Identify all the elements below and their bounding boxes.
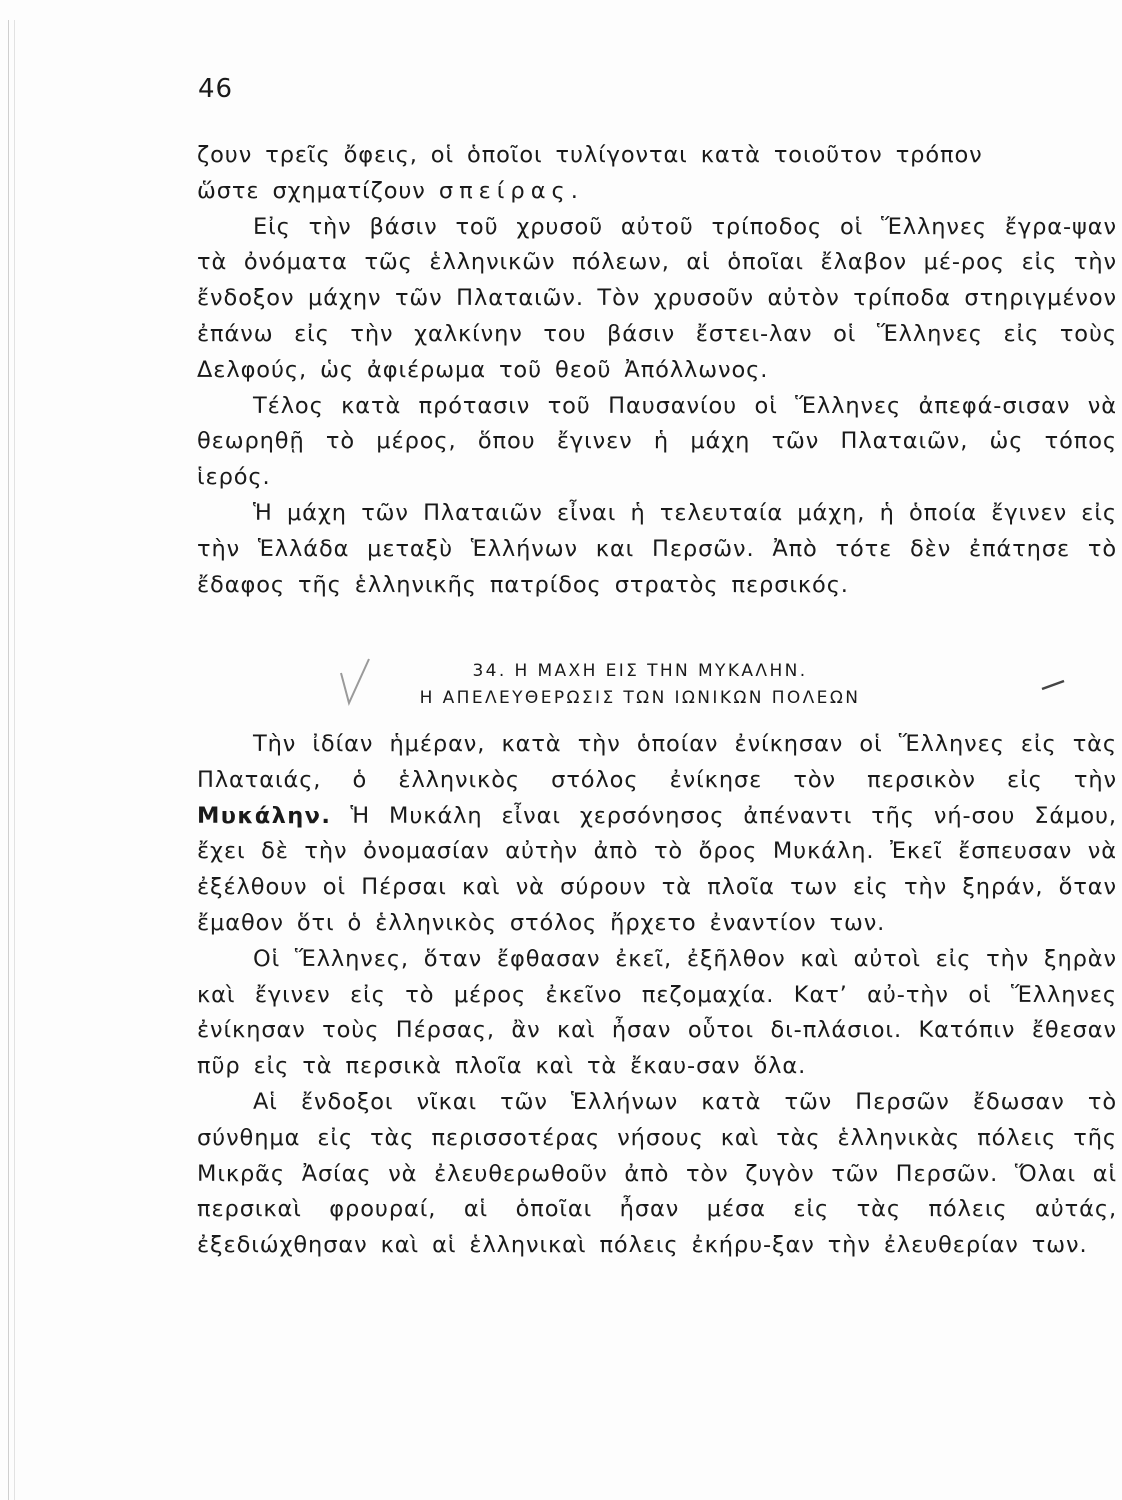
section-heading [350, 658, 930, 712]
top-text-block [197, 138, 1117, 603]
spaced-word: σπείρας. [438, 177, 584, 204]
paragraph: Αἱ ἔνδοξοι νῖκαι τῶν Ἑλλήνων κατὰ τῶν Περσῶν ἔδωσαν τὸ σύνθημα εἰς τὰς περισσοτέρας νήσους καὶ τὰς ἑλληνικὰς πόλεις τῆς Μικρᾶς Ἀσίας νὰ ἐλευθερωθοῦν ἀπὸ τὸν ζυγὸν τῶν Περσῶν. Ὅλαι αἱ περσικαὶ φρουραί, αἱ ὁποῖαι ἦσαν μέσα εἰς τὰς πόλεις αὐτάς, ἐξεδιώχθησαν καὶ αἱ ἑλληνικαὶ πόλεις ἐκήρυ-ξαν τὴν ἐλευθερίαν των. [197, 1088, 1117, 1259]
paragraph [197, 138, 1117, 210]
paragraph [197, 727, 1117, 942]
section-heading-line: 34. Η ΜΑΧΗ ΕΙΣ ΤΗΝ ΜΥΚΑΛΗΝ. [472, 661, 808, 681]
text-run: Τὴν ἰδίαν ἡμέραν, κατὰ τὴν ὁποίαν ἐνίκησαν οἱ Ἕλληνες εἰς τὰς Πλαταιάς, ὁ ἑλληνικὸς στόλος ἐνίκησε τὸν περσικὸν εἰς τὴν [197, 731, 1117, 793]
section-heading-line: Η ΑΠΕΛΕΥΘΕΡΩΣΙΣ ΤΩΝ ΙΩΝΙΚΩΝ ΠΟΛΕΩΝ [419, 688, 861, 708]
bottom-text-block [197, 727, 1117, 1264]
page-number: 46 [198, 74, 234, 104]
text-line: ζουν τρεῖς ὄφεις, οἱ ὁποῖοι τυλίγονται κατὰ τοιοῦτον τρόπον [197, 142, 983, 168]
text-run: Ἡ Μυκάλη εἶναι χερσόνησος ἀπέναντι τῆς νή-σου Σάμου, ἔχει δὲ τὴν ὀνομασίαν αὐτὴν ἀπὸ τὸ ὄρος Μυκάλη. Ἐκεῖ ἔσπευσαν νὰ ἐξέλθουν οἱ Πέρσαι καὶ νὰ σύρουν τὰ πλοῖα των εἰς τὴν ξηράν, ὅταν ἔμαθον ὅτι ὁ ἑλληνικὸς στόλος ἤρχετο ἐναντίον των. [197, 802, 1117, 936]
paragraph: Ἡ μάχη τῶν Πλαταιῶν εἶναι ἡ τελευταία μάχη, ἡ ὁποία ἔγινεν εἰς τὴν Ἑλλάδα μεταξὺ Ἑλλήνων και Περσῶν. Ἀπὸ τότε δὲν ἐπάτησε τὸ ἔδαφος τῆς ἑλληνικῆς πατρίδος στρατὸς περσικός. [197, 499, 1117, 598]
paragraph: Εἰς τὴν βάσιν τοῦ χρυσοῦ αὐτοῦ τρίποδος οἱ Ἕλληνες ἔγρα-ψαν τὰ ὀνόματα τῶς ἑλληνικῶν πόλεων, αἱ ὁποῖαι ἔλαβον μέ-ρος εἰς τὴν ἔνδοξον μάχην τῶν Πλαταιῶν. Τὸν χρυσοῦν αὐτὸν τρίποδα στηριγμένον ἐπάνω εἰς τὴν χαλκίνην του βάσιν ἔστει-λαν οἱ Ἕλληνες εἰς τοὺς Δελφούς, ὡς ἀφιέρωμα τοῦ θεοῦ Ἀπόλλωνος. [197, 213, 1117, 383]
paragraph: Οἱ Ἕλληνες, ὅταν ἔφθασαν ἐκεῖ, ἐξῆλθον καὶ αὐτοὶ εἰς τὴν ξηρὰν καὶ ἔγινεν εἰς τὸ μέρος ἐκεῖνο πεζομαχία. Κατ’ αὐ-τὴν οἱ Ἕλληνες ἐνίκησαν τοὺς Πέρσας, ἂν καὶ ἦσαν οὗτοι δι-πλάσιοι. Κατόπιν ἔθεσαν πῦρ εἰς τὰ περσικὰ πλοῖα καὶ τὰ ἔκαυ-σαν ὅλα. [197, 945, 1117, 1080]
text-line: ὥστε σχηματίζουν [197, 177, 426, 204]
bold-term: Μυκάλην. [197, 802, 332, 829]
page-edge-line [8, 20, 9, 1500]
page-edge-line [14, 20, 15, 1500]
paragraph: Τέλος κατὰ πρότασιν τοῦ Παυσανίου οἱ Ἕλληνες ἀπεφά-σισαν νὰ θεωρηθῇ τὸ μέρος, ὅπου ἔγινεν ἡ μάχη τῶν Πλαταιῶν, ὡς τόπος ἱερός. [197, 392, 1117, 491]
pencil-dash-icon [1040, 675, 1070, 695]
